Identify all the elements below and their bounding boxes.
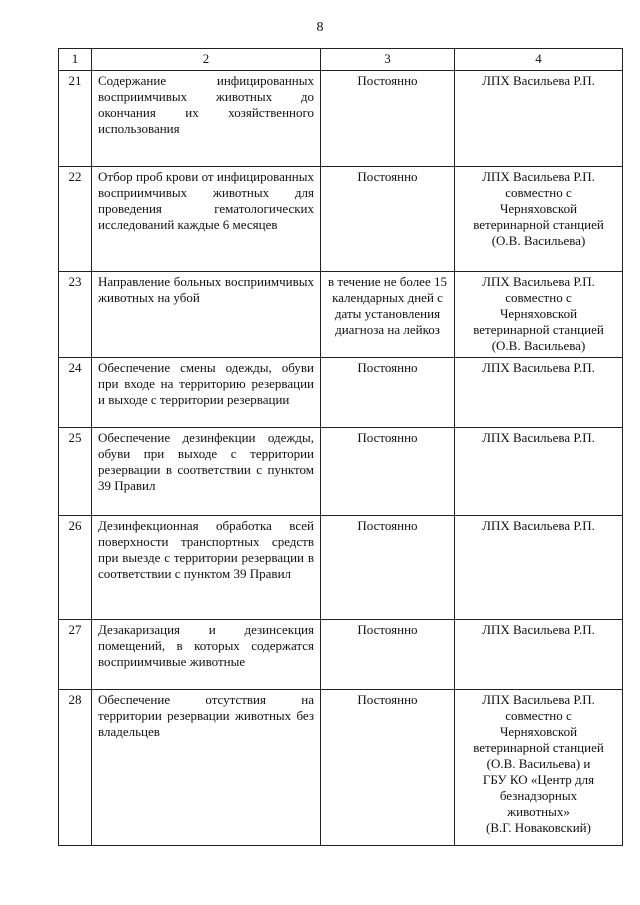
term-text: Постоянно xyxy=(321,358,455,428)
responsible-line: ветеринарной станцией xyxy=(473,322,604,337)
responsible-line: ветеринарной станцией xyxy=(473,217,604,232)
row-number: 23 xyxy=(59,272,92,358)
responsible-line: ЛПХ Васильева Р.П. xyxy=(482,73,595,88)
measure-text: Обеспечение дезинфекции одежды, обуви при выходе с территории резервации в соответствии с пунктом 39 Правил xyxy=(92,428,321,516)
responsible-cell xyxy=(455,358,623,428)
term-text: Постоянно xyxy=(321,167,455,272)
measures-table xyxy=(58,48,623,846)
responsible-line: (О.В. Васильева) xyxy=(491,338,586,353)
row-number: 26 xyxy=(59,516,92,620)
table-row xyxy=(59,358,623,428)
responsible-cell xyxy=(455,516,623,620)
row-number: 25 xyxy=(59,428,92,516)
responsible-cell xyxy=(455,620,623,690)
responsible-line: ЛПХ Васильева Р.П. xyxy=(482,430,595,445)
row-number: 21 xyxy=(59,71,92,167)
page-number: 8 xyxy=(316,20,324,35)
responsible-line: ЛПХ Васильева Р.П. xyxy=(482,169,595,184)
responsible-line: совместно с xyxy=(505,708,572,723)
responsible-cell xyxy=(455,690,623,846)
responsible-cell xyxy=(455,428,623,516)
term-text: Постоянно xyxy=(321,428,455,516)
responsible-line: животных» xyxy=(507,804,570,819)
table-row xyxy=(59,428,623,516)
responsible-line: ЛПХ Васильева Р.П. xyxy=(482,360,595,375)
responsible-line: совместно с xyxy=(505,185,572,200)
table-row xyxy=(59,516,623,620)
responsible-cell xyxy=(455,272,623,358)
responsible-line: (О.В. Васильева) и xyxy=(486,756,591,771)
responsible-line: (О.В. Васильева) xyxy=(491,233,586,248)
responsible-line: (В.Г. Новаковский) xyxy=(486,820,591,835)
measure-text: Отбор проб крови от инфицированных восприимчивых животных для проведения гематологических исследований каждые 6 месяцев xyxy=(92,167,321,272)
table-row xyxy=(59,71,623,167)
term-text: Постоянно xyxy=(321,71,455,167)
table-row xyxy=(59,690,623,846)
column-header-measure: 2 xyxy=(92,49,321,71)
term-text: Постоянно xyxy=(321,620,455,690)
table-row xyxy=(59,167,623,272)
term-text: в течение не более 15 календарных дней с даты установления диагноза на лейкоз xyxy=(321,272,455,358)
table-header-row xyxy=(59,49,623,71)
term-text: Постоянно xyxy=(321,690,455,846)
measure-text: Обеспечение отсутствия на территории резервации животных без владельцев xyxy=(92,690,321,846)
column-header-responsible: 4 xyxy=(455,49,623,71)
row-number: 28 xyxy=(59,690,92,846)
table-row xyxy=(59,272,623,358)
measure-text: Дезакаризация и дезинсекция помещений, в которых содержатся восприимчивые животные xyxy=(92,620,321,690)
responsible-line: ЛПХ Васильева Р.П. xyxy=(482,622,595,637)
responsible-line: ЛПХ Васильева Р.П. xyxy=(482,518,595,533)
responsible-line: ГБУ КО «Центр для xyxy=(482,772,595,787)
measure-text: Обеспечение смены одежды, обуви при входе на территорию резервации и выходе с территории резервации xyxy=(92,358,321,428)
table-row xyxy=(59,620,623,690)
row-number: 24 xyxy=(59,358,92,428)
responsible-line: ЛПХ Васильева Р.П. xyxy=(482,692,595,707)
row-number: 27 xyxy=(59,620,92,690)
responsible-cell xyxy=(455,167,623,272)
responsible-line: ветеринарной станцией xyxy=(473,740,604,755)
responsible-line: Черняховской xyxy=(499,306,578,321)
responsible-line: Черняховской xyxy=(499,201,578,216)
responsible-cell xyxy=(455,71,623,167)
responsible-line: ЛПХ Васильева Р.П. xyxy=(482,274,595,289)
responsible-line: совместно с xyxy=(505,290,572,305)
column-header-term: 3 xyxy=(321,49,455,71)
measure-text: Содержание инфицированных восприимчивых животных до окончания их хозяйственного использования xyxy=(92,71,321,167)
measure-text: Направление больных восприимчивых животных на убой xyxy=(92,272,321,358)
measure-text: Дезинфекционная обработка всей поверхности транспортных средств при выезде с территории резервации в соответствии с пунктом 39 Правил xyxy=(92,516,321,620)
responsible-line: Черняховской xyxy=(499,724,578,739)
column-header-number: 1 xyxy=(59,49,92,71)
term-text: Постоянно xyxy=(321,516,455,620)
responsible-line: безнадзорных xyxy=(499,788,578,803)
row-number: 22 xyxy=(59,167,92,272)
